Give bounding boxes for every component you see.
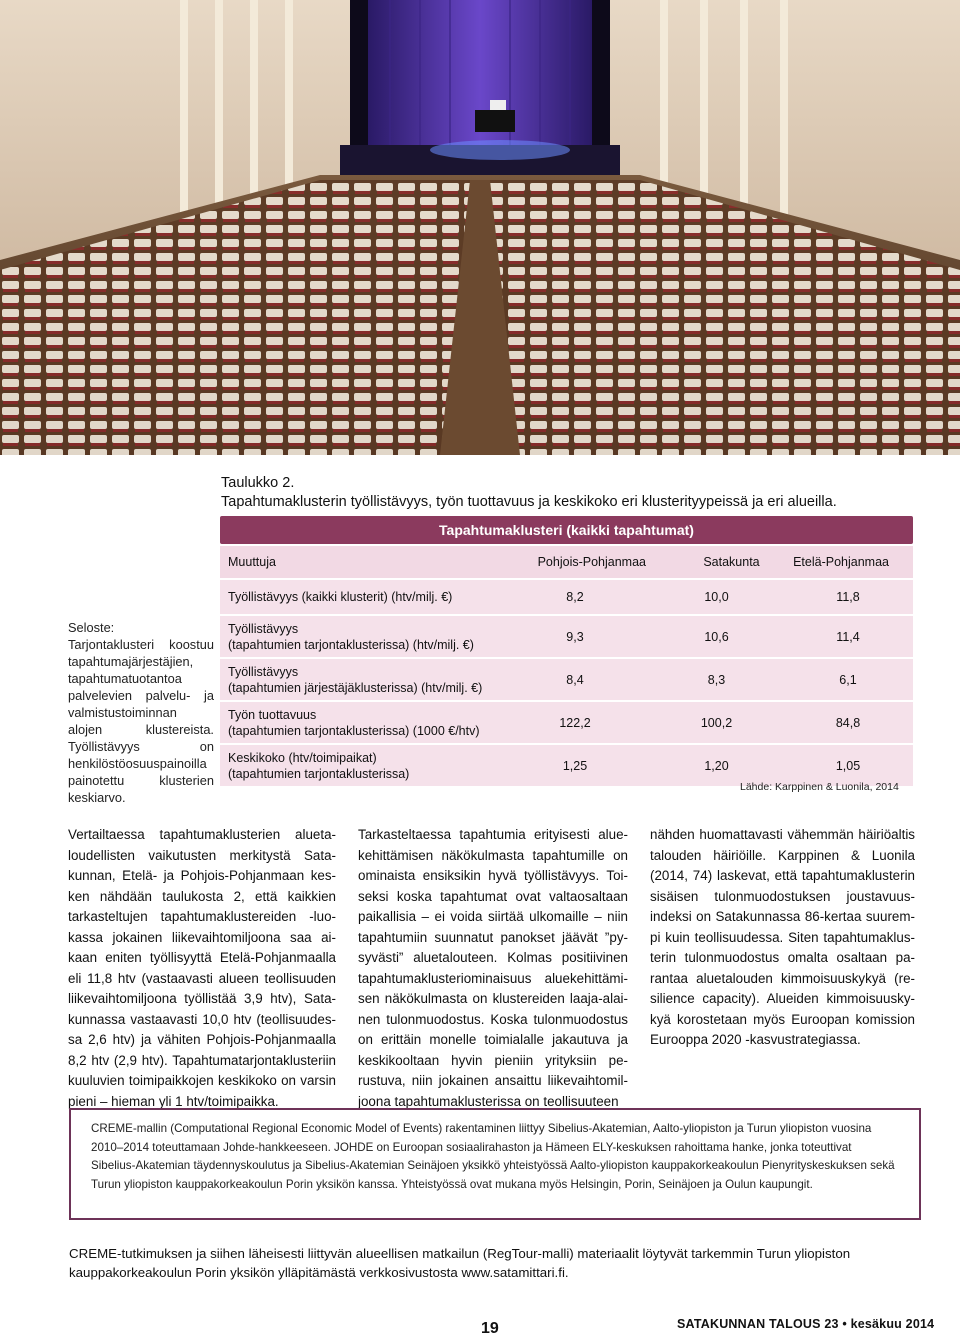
cell-value: 84,8 <box>835 715 861 730</box>
side-note-title: Seloste: <box>68 620 115 635</box>
table-source: Lähde: Karppinen & Luonila, 2014 <box>740 781 899 793</box>
cell-value: 10,6 <box>704 629 729 644</box>
body-column-1: Vertailtaessa tapahtumaklusterien aluetaloudellisten vaikutusten merkitystä Satakunnan, Etelä- ja Pohjois-Pohjanmaan kesken nähdään taulukosta 2, että kaikkien tarkasteltujen tapahtumaklustereiden -luokassa jokainen liikevaihtomiljoona saa aikaan eniten työllisyyttä Etelä-Pohjanmaalla eli 11,8 htv (vastaavasti alueen teollisuuden liikevaihtomiljoona työllistää 3,9 htv), Satakunnassa vastaavasti 10,0 htv (teollisuudessa 2,6 htv) ja vähiten Pohjois-Pohjanmaalla 8,2 htv (2,9 htv). Tapahtumatarjontaklusteriin kuuluvien toimipaikkojen keskikoko on varsin pieni – hieman yli 1 htv/toimipaikka. <box>68 827 336 1109</box>
cell-value: 1,25 <box>562 758 588 773</box>
cell-value: 8,4 <box>566 672 584 687</box>
data-table <box>220 516 913 786</box>
cell-value: 8,2 <box>566 590 584 604</box>
concert-hall-photo <box>0 0 960 455</box>
row-label-line1: Työllistävyys <box>228 664 299 679</box>
row-label-line1: Työn tuottavuus <box>228 707 317 722</box>
column-header-variable: Muuttuja <box>228 555 276 569</box>
row-label <box>220 661 500 699</box>
table-column-headers <box>220 546 913 578</box>
row-label-line2: (tapahtumien tarjontaklusterissa) (1000 €/htv) <box>228 723 480 738</box>
publication-footer: SATAKUNNAN TALOUS 23 • kesäkuu 2014 <box>677 1317 935 1331</box>
table-row <box>220 659 913 700</box>
body-column-2: Tarkasteltaessa tapahtumia erityisesti aluekehittämisen näkökulmasta tapahtumille on ominaista ensiksikin hyvä työllistävyys. Toiseksi koska tapahtumat ovat valtaosaltaan paikallisia – ei voida siirtää ulkomaille – niin tapahtumiin suunnatut panokset jäävät ”pysyvästi” aluetalouteen. Kolmas positiivinen tapahtumaklusteriominaisuus aluekehittämisen näkökulmasta on klustereiden laaja-alainen tulonmuodostus. Koska tulonmuodostus on erittäin monelle toimialalle jakautuva ja keskikooltaan hyvin pieniin yrityksiin perustuva, niin jokainen ansaittu liikevaihtomiljoona tapahtumaklusterissa on teollisuuteen <box>358 827 628 1109</box>
row-label <box>220 747 500 785</box>
table-row <box>220 580 913 614</box>
table-title: Tapahtumaklusterin työllistävyys, työn tuottavuus ja keskikoko eri klusterityypeissä ja eri alueilla. <box>221 494 837 510</box>
row-label-line2: (tapahtumien tarjontaklusterissa) (htv/milj. €) <box>228 637 474 652</box>
cell-value: 11,8 <box>836 590 860 604</box>
table-caption <box>221 474 921 512</box>
row-label-line1: Keskikoko (htv/toimipaikat) <box>228 750 377 765</box>
row-label-line2: (tapahtumien järjestäjäklusterissa) (htv/milj. €) <box>228 680 483 695</box>
cell-value: 6,1 <box>839 672 857 687</box>
side-note <box>68 619 214 806</box>
row-label-line2: (tapahtumien tarjontaklusterissa) <box>228 766 410 781</box>
row-label <box>220 704 500 742</box>
cell-value: 100,2 <box>700 715 733 730</box>
table-number: Taulukko 2. <box>221 475 295 491</box>
column-header-satakunta: Satakunta <box>703 555 760 569</box>
side-note-text: Tarjontaklusteri koostuu tapahtumajärjestäjien, tapahtumatuotantoa palvelevien palvelu- ja valmistustoiminnan alojen klustereista. Työllistävyys on henkilöstöosuuspainoilla painotettu klusterien keskiarvo. <box>68 637 214 805</box>
body-column-3: nähden huomattavasti vähemmän häiriöaltis talouden häiriöille. Karppinen & Luonila (2014, 74) laskevat, että tapahtumaklusterin sisäisen tulonmuodostuksen joustavuusindeksi on Satakunnassa 86-kertaa suurempi kuin teollisuudessa. Siten tapahtumaklusterin tulonmuodostus omalta osaltaan parantaa aluetalouden kimmoisuuskykyä (resilience capacity). Alueiden kimmoisuuskykyä korostetaan myös Euroopan komission Eurooppa 2020 -kasvustrategiassa. <box>650 827 915 1047</box>
table-header: Tapahtumaklusteri (kaikki tapahtumat) <box>220 516 913 544</box>
row-label-line1: Työllistävyys (kaikki klusterit) (htv/milj. €) <box>228 590 453 604</box>
table-row <box>220 745 913 786</box>
column-header-pohjois-pohjanmaa: Pohjois-Pohjanmaa <box>537 555 646 569</box>
row-label-line1: Työllistävyys <box>228 621 299 636</box>
row-label <box>220 618 500 656</box>
table-row <box>220 702 913 743</box>
cell-value: 9,3 <box>566 629 584 644</box>
column-header-etela-pohjanmaa: Etelä-Pohjanmaa <box>793 555 889 569</box>
concert-hall-illustration <box>0 0 960 455</box>
cell-value: 10,0 <box>704 590 729 604</box>
cell-value: 8,3 <box>707 672 726 687</box>
page-number: 19 <box>481 1320 499 1337</box>
cell-value: 1,05 <box>835 758 861 773</box>
table-row <box>220 616 913 657</box>
footnote-text: CREME-tutkimuksen ja siihen läheisesti liittyvän alueellisen matkailun (RegTour-malli) materiaalit löytyvät tarkemmin Turun yliopiston kauppakorkeakoulun Porin yksikön ylläpitämästä verkkosivustosta www.satamittari.fi. <box>69 1246 851 1280</box>
cell-value: 1,20 <box>704 758 729 773</box>
cell-value: 11,4 <box>836 629 860 644</box>
cell-value: 122,2 <box>559 715 591 730</box>
row-label <box>220 586 500 608</box>
info-box: CREME-mallin (Computational Regional Economic Model of Events) rakentaminen liittyy Sibelius-Akatemian, Aalto-yliopiston ja Turun yliopiston vuosina 2010–2014 toteuttamaan Johde-hankkeeseen. JOHDE on Euroopan sosiaalirahaston ja Hämeen ELY-keskuksen rahoittama hanke, jonka toteuttivat Sibelius-Akatemian täydennyskoulutus ja Sibelius-Akatemian Seinäjoen yksikkö yhteistyössä Aalto-yliopiston kauppakorkeakoulun Pienyrityskeskuksen sekä Turun yliopiston kauppakorkeakoulun Porin yksikön kanssa. Yhteistyössä ovat mukana myös Helsingin, Porin, Seinäjoen ja Oulun kaupungit. <box>69 1108 921 1220</box>
